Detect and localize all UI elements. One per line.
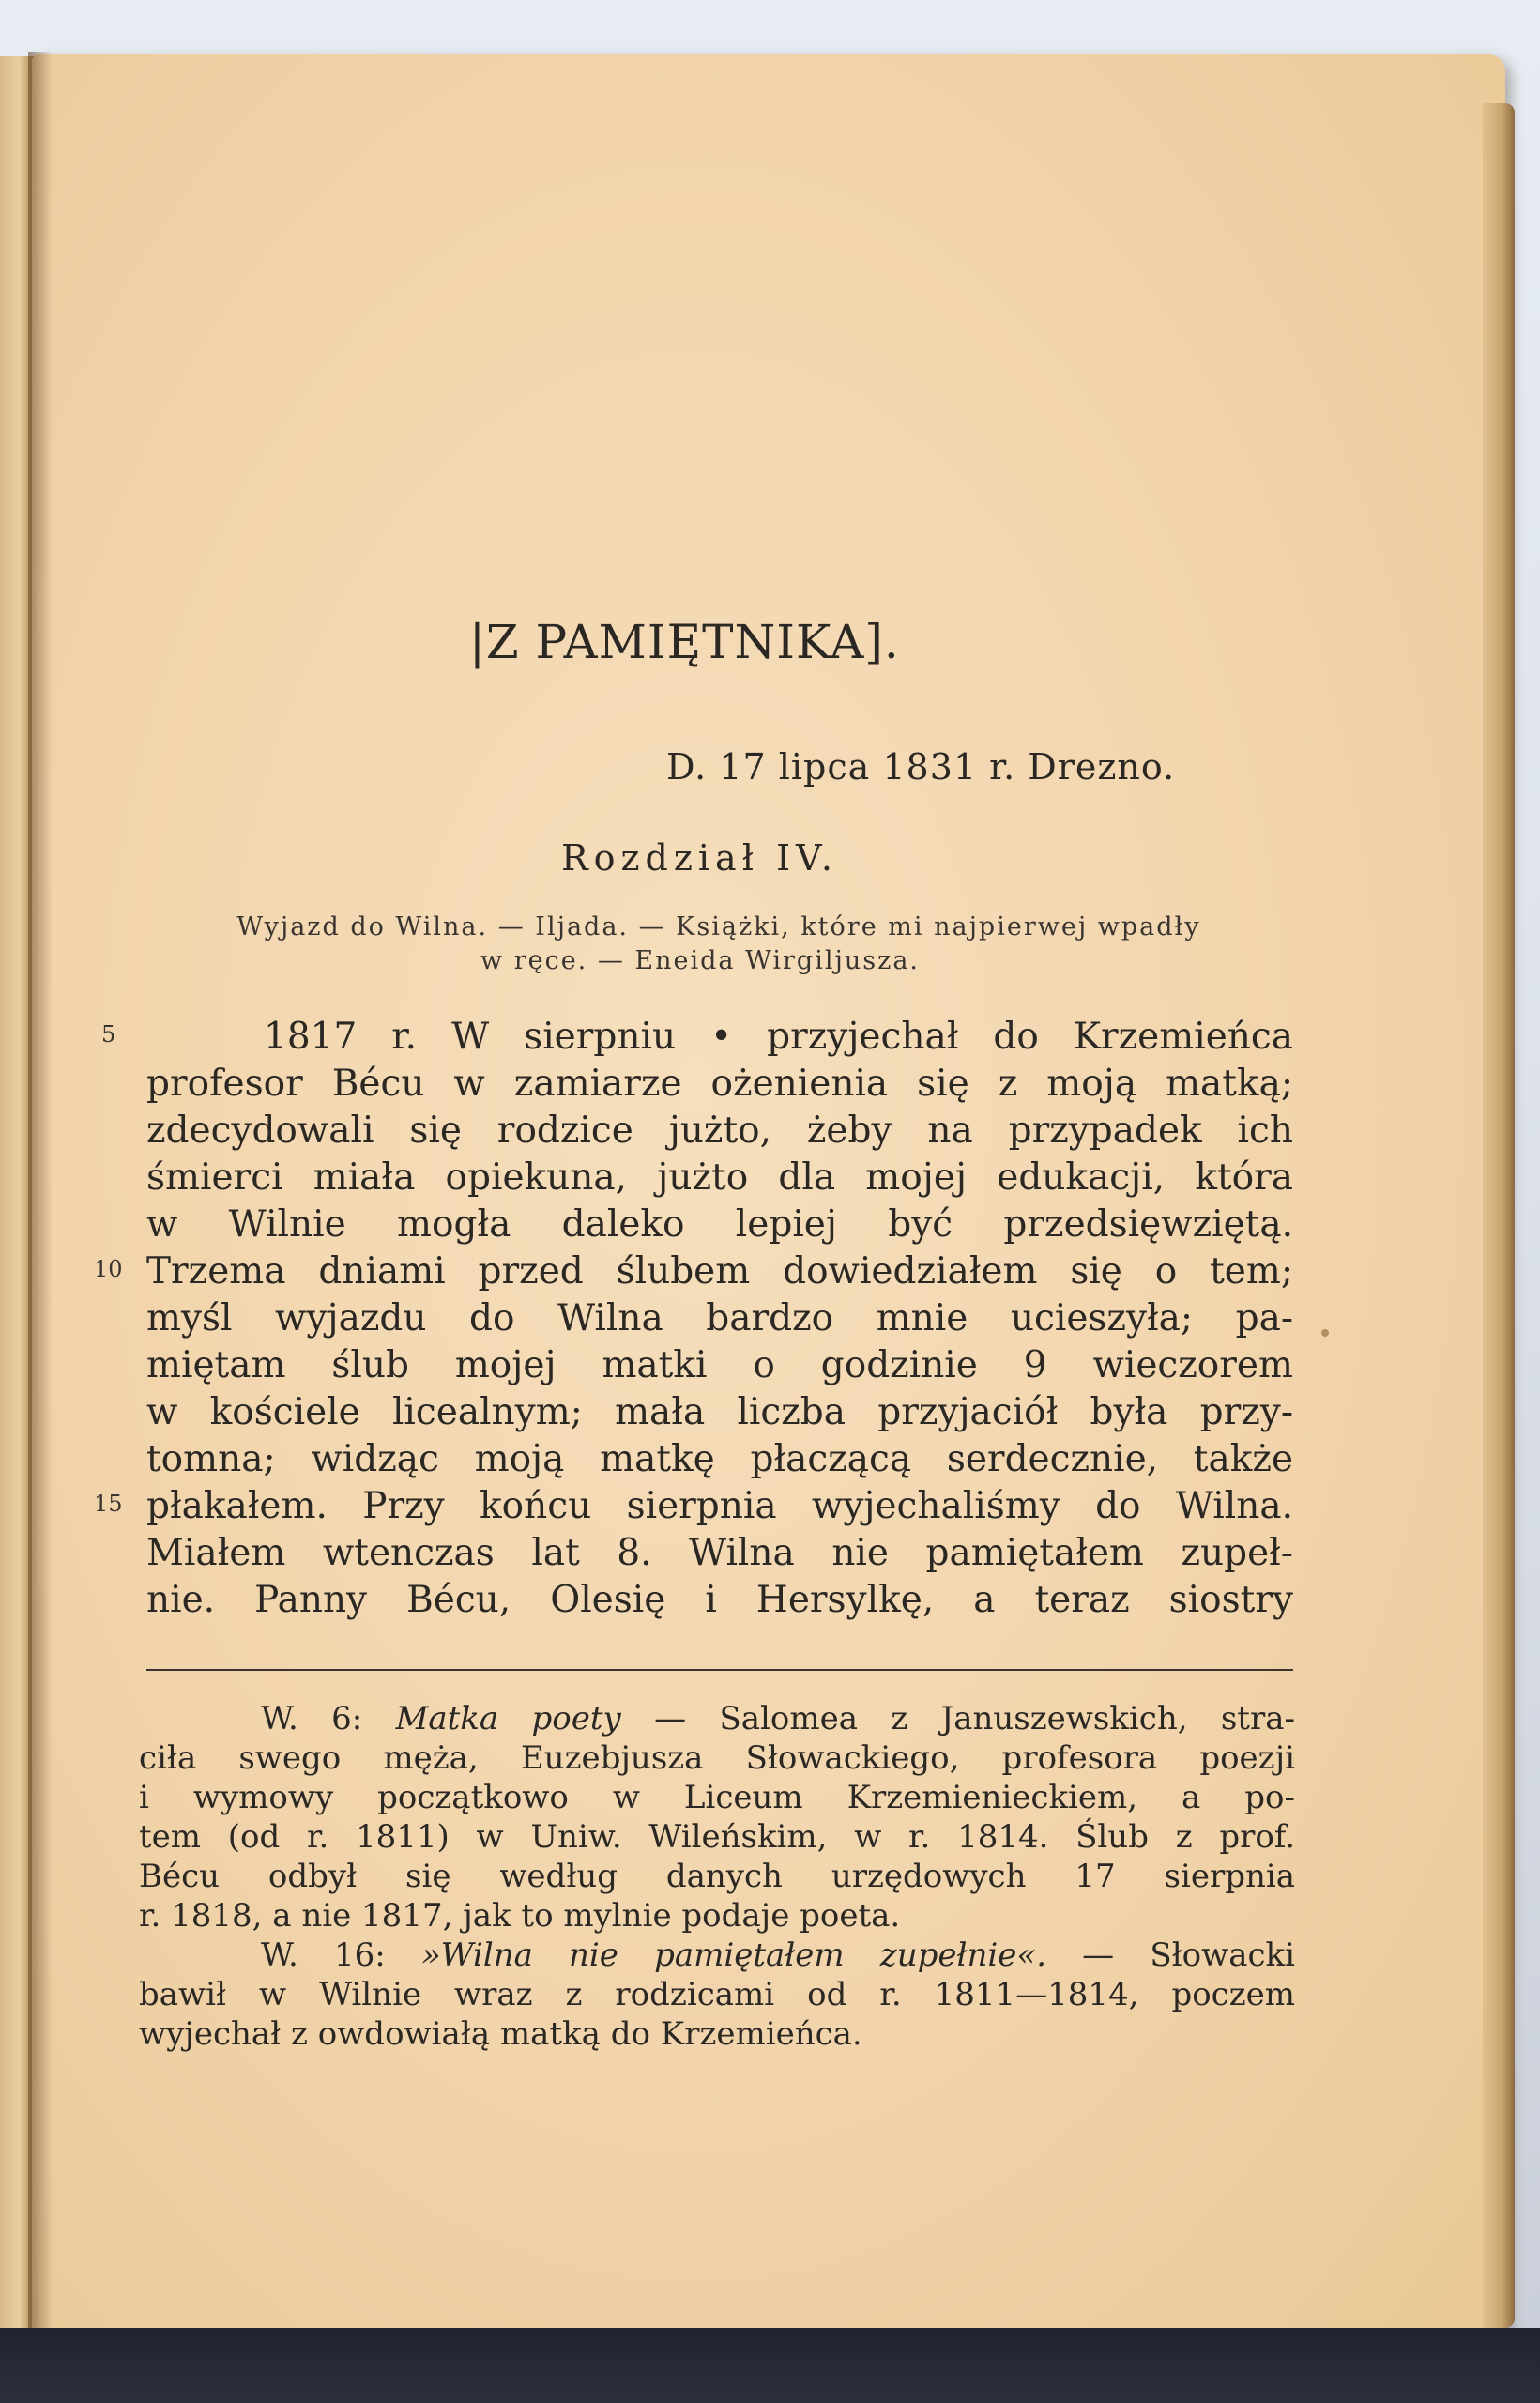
footnotes xyxy=(139,1699,1295,2054)
bottom-shadow xyxy=(0,2328,1540,2403)
body-line: 1817 r. W sierpniu • przyjechał do Krzemieńca xyxy=(264,1016,1293,1058)
footnote-line xyxy=(139,1699,1295,1738)
footnote-emphasis: Matka poety xyxy=(395,1700,621,1737)
margin-dot xyxy=(1321,1329,1329,1337)
footnote-line: r. 1818, a nie 1817, jak to mylnie podaje poeta. xyxy=(139,1897,901,1935)
footnote-ref: W. 6: xyxy=(261,1700,396,1737)
chapter-summary xyxy=(146,911,1291,978)
body-line: śmierci miała opiekuna, jużto dla mojej edukacji, która xyxy=(146,1156,1293,1199)
footnote-rule xyxy=(146,1669,1293,1671)
body-line: nie. Panny Bécu, Olesię i Hersylkę, a teraz siostry xyxy=(146,1579,1293,1621)
body-line: w Wilnie mogła daleko lepiej być przedsięwziętą. xyxy=(146,1203,1293,1246)
line-number: 15 xyxy=(94,1491,123,1517)
footnote-line: tem (od r. 1811) w Uniw. Wileńskim, w r. 1814. Ślub z prof. xyxy=(139,1818,1295,1856)
body-line: Miałem wtenczas lat 8. Wilna nie pamiętałem zupeł- xyxy=(146,1532,1293,1574)
body-line: w kościele licealnym; mała liczba przyjaciół była przy- xyxy=(146,1391,1293,1433)
footnote-line: bawił w Wilnie wraz z rodzicami od r. 1811—1814, poczem xyxy=(139,1976,1295,2013)
footnote-line: ciła swego męża, Euzebjusza Słowackiego, profesora poezji xyxy=(139,1739,1295,1777)
dateline: D. 17 lipca 1831 r. Drezno. xyxy=(666,746,1176,788)
page-stack-edge xyxy=(1483,103,1515,2328)
footnote-line: Bécu odbył się według danych urzędowych 17 sierpnia xyxy=(139,1858,1295,1895)
footnote-line: wyjechał z owdowiałą matką do Krzemieńca. xyxy=(139,2015,862,2053)
footnote-ref: W. 16: xyxy=(261,1936,421,1974)
chapter-heading: Rozdział IV. xyxy=(561,837,838,879)
footnote-text: — Słowacki xyxy=(1046,1936,1295,1974)
body-line: płakałem. Przy końcu sierpnia wyjechaliśmy do Wilna. xyxy=(146,1485,1293,1527)
line-number: 5 xyxy=(101,1021,116,1048)
spine-shadow xyxy=(28,52,53,2351)
footnote-line: i wymowy początkowo w Liceum Krzemienieckiem, a po- xyxy=(139,1779,1295,1816)
body-text xyxy=(146,1014,1293,1624)
summary-line: w ręce. — Eneida Wirgiljusza. xyxy=(480,946,920,975)
body-line: tomna; widząc moją matkę płaczącą serdecznie, także xyxy=(146,1438,1293,1480)
summary-line: Wyjazd do Wilna. — Iljada. — Książki, które mi najpierwej wpadły xyxy=(236,912,1201,941)
body-line: myśl wyjazdu do Wilna bardzo mnie ucieszyła; pa- xyxy=(146,1297,1293,1339)
footnote-emphasis: »Wilna nie pamiętałem zupełnie«. xyxy=(420,1936,1047,1974)
body-line: Trzema dniami przed ślubem dowiedziałem się o tem; xyxy=(146,1250,1293,1293)
body-line: zdecydowali się rodzice jużto, żeby na przypadek ich xyxy=(146,1110,1293,1152)
page-title: |Z PAMIĘTNIKA]. xyxy=(469,615,900,669)
footnote-line xyxy=(139,1936,1295,1975)
footnote-text: — Salomea z Januszewskich, stra- xyxy=(620,1700,1295,1737)
line-number: 10 xyxy=(94,1256,123,1282)
body-line: profesor Bécu w zamiarze ożenienia się z moją matką; xyxy=(146,1063,1293,1105)
body-line: miętam ślub mojej matki o godzinie 9 wieczorem xyxy=(146,1344,1293,1386)
